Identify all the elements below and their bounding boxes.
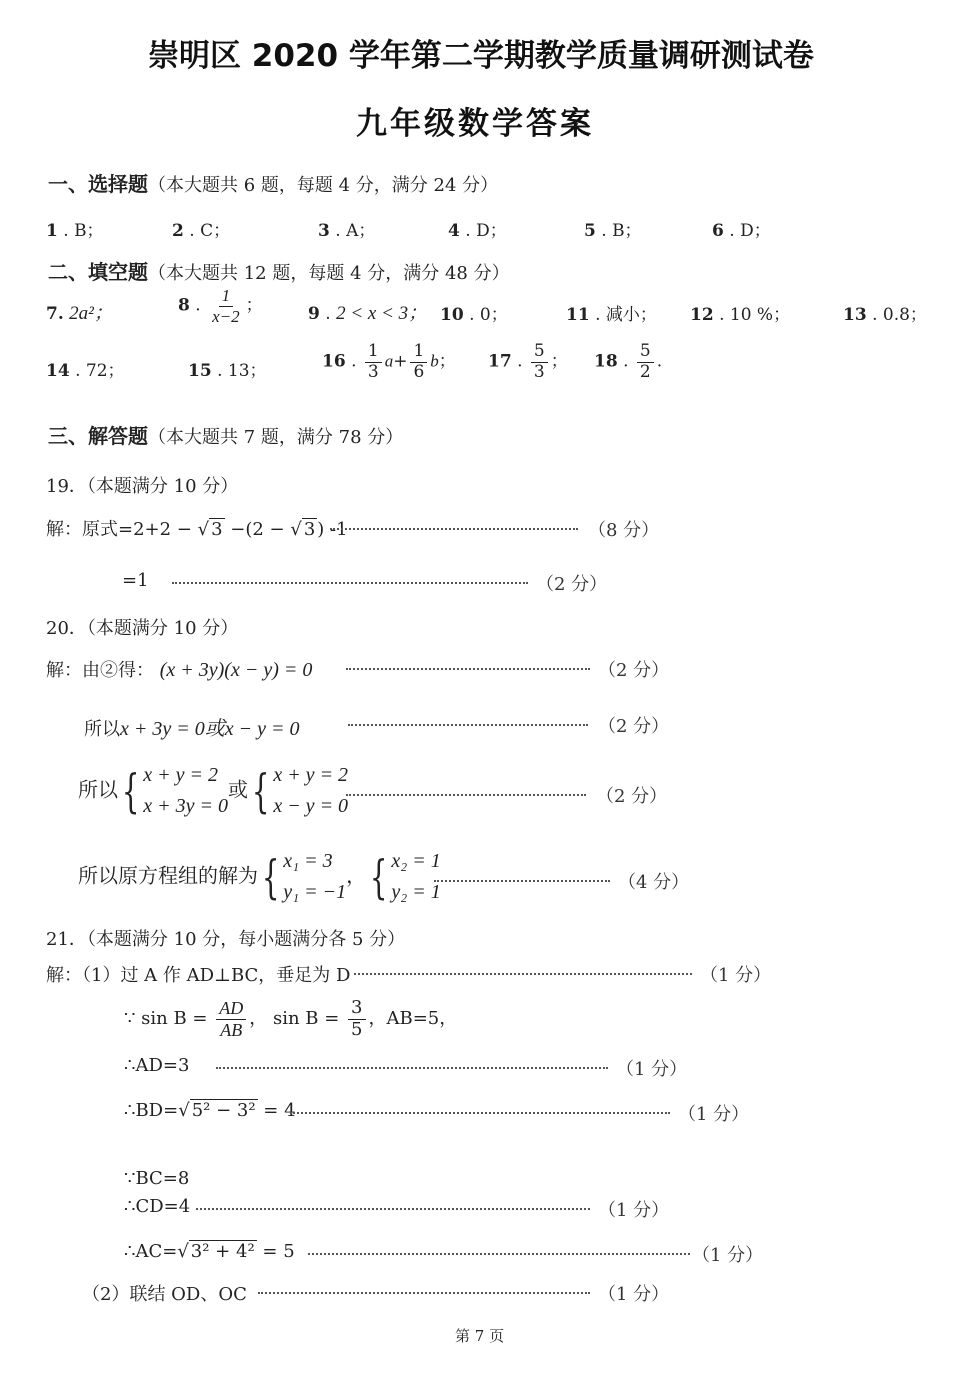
q20-score-3: （2 分） — [596, 786, 668, 807]
q19-line1: 解：原式=2+2 − √ 3 −(2 − √ 3 ) -1 — [46, 519, 348, 540]
section1-heading-row — [48, 168, 498, 197]
q21-score-5: （1 分） — [692, 1245, 764, 1266]
answer-3: 3 . A； — [318, 221, 376, 241]
page-title: 崇明区 2020 学年第二学期教学质量调研测试卷 — [148, 38, 814, 74]
q19-leader-1 — [330, 528, 578, 530]
answer-2: 2 . C； — [172, 221, 231, 241]
page-subtitle: 九年级数学答案 — [356, 106, 594, 142]
q21-score-6: （1 分） — [598, 1284, 670, 1305]
q21-score-4: （1 分） — [598, 1200, 670, 1221]
answer-1: 1 . B； — [46, 221, 104, 241]
section2-note: （本大题共 12 题，每题 4 分，满分 48 分） — [148, 263, 510, 284]
answer-6: 6 . D； — [712, 221, 771, 241]
q21-bd-line: ∴BD=√ 5² − 3² = 4 — [124, 1100, 296, 1121]
answer-12: 12 . 10 %； — [690, 305, 791, 325]
q21-leader-4 — [196, 1208, 590, 1210]
q19-score-1: （8 分） — [588, 520, 660, 541]
q21-ac-line: ∴AC=√ 3² + 4² = 5 — [124, 1241, 295, 1262]
answer-14: 14 . 72； — [46, 361, 125, 381]
q21-ad-line: ∴AD=3 — [124, 1055, 190, 1076]
q21-part2-line: （2）联结 OD、OC — [82, 1284, 247, 1305]
q20-line3: 所以{ x + y = 2 x + 3y = 0 或{ x + y = 2 x − y = 0 — [78, 764, 349, 818]
q21-sinb-line: ∵ sin B = $\frac{AD}{AB}$ ， sin B = $\frac{3}{5}$ ，AB=5， — [124, 997, 458, 1040]
q20-score-1: （2 分） — [598, 660, 670, 681]
answer-18: 18 . $\frac{5}{2}$ . — [594, 341, 663, 382]
q21-score-3: （1 分） — [678, 1104, 750, 1125]
q21-leader-3 — [290, 1112, 670, 1114]
q20-leader-2 — [348, 724, 588, 726]
q21-leader-5 — [308, 1253, 690, 1255]
answer-15: 15 . 13； — [188, 361, 267, 381]
q20-score-4: （4 分） — [618, 872, 690, 893]
answer-9: 9 . 2 < x < 3； — [308, 303, 428, 324]
section3-heading: 三、解答题 — [48, 424, 148, 448]
q21-leader-2 — [216, 1067, 608, 1069]
answer-17: 17 . $\frac{5}{3}$ ； — [488, 341, 568, 382]
q21-score-1: （1 分） — [700, 965, 772, 986]
q20-line2: 所以x + 3y = 0或x − y = 0 — [84, 718, 300, 740]
q20-leader-4 — [434, 880, 610, 882]
q19-score-2: （2 分） — [536, 574, 608, 595]
section2-heading: 二、填空题 — [48, 260, 148, 284]
q20-score-2: （2 分） — [598, 716, 670, 737]
q21-part1-line: 解：（1）过 A 作 AD⊥BC，垂足为 D — [46, 965, 351, 986]
answer-16: 16 . $\frac{1}{3}$ a+ $\frac{1}{6}$ b； — [322, 341, 456, 382]
section3-heading-row — [48, 420, 403, 449]
section1-heading: 一、选择题 — [48, 172, 148, 196]
q21-leader-1 — [354, 973, 692, 975]
q21-score-2: （1 分） — [616, 1059, 688, 1080]
section2-heading-row — [48, 256, 510, 285]
answer-8: 8 . $\frac{1}{x-2}$ ； — [178, 286, 263, 326]
q20-leader-3 — [346, 794, 586, 796]
q21-bc-line: ∵BC=8 — [124, 1168, 190, 1189]
q20-leader-1 — [346, 668, 590, 670]
q19-title: 19．（本题满分 10 分） — [46, 476, 239, 497]
q21-cd-line: ∴CD=4 — [124, 1196, 191, 1217]
answer-13: 13 . 0.8； — [843, 305, 927, 325]
q20-title: 20．（本题满分 10 分） — [46, 618, 239, 639]
q21-title: 21．（本题满分 10 分，每小题满分各 5 分） — [46, 929, 406, 950]
answer-10: 10 . 0； — [440, 305, 508, 325]
answer-11: 11 . 减小； — [566, 305, 657, 325]
q20-line1: 解：由②得： (x + 3y)(x − y) = 0 — [46, 659, 313, 681]
answer-7: 7. 2a²； — [46, 303, 113, 324]
q19-line2: =1 — [122, 570, 149, 591]
q20-line4: 所以原方程组的解为{ x₁ = 3 y₁ = −1 ，{ x₂ = 1 y₂ = 1 — [78, 850, 441, 904]
section1-note: （本大题共 6 题，每题 4 分，满分 24 分） — [148, 175, 499, 196]
answer-5: 5 . B； — [584, 221, 642, 241]
page-number: 第 7 页 — [455, 1327, 505, 1345]
q21-leader-6 — [258, 1292, 590, 1294]
q19-leader-2 — [172, 582, 528, 584]
answer-4: 4 . D； — [448, 221, 507, 241]
section3-note: （本大题共 7 题，满分 78 分） — [148, 427, 404, 448]
